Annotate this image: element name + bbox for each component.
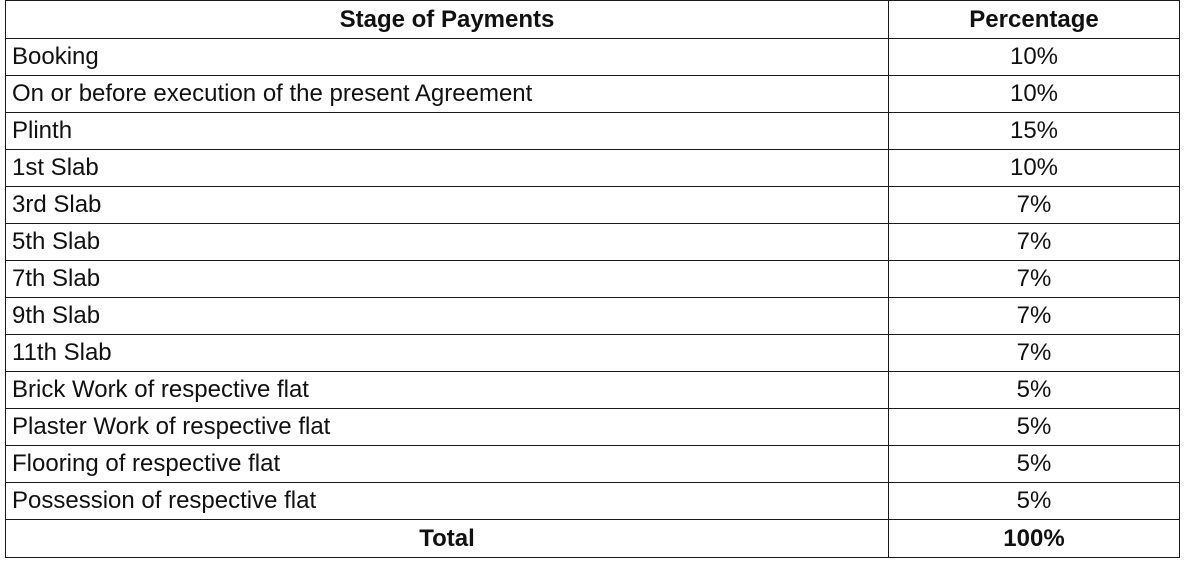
column-header-stage: Stage of Payments — [6, 1, 889, 39]
column-header-percentage: Percentage — [889, 1, 1180, 39]
percentage-cell: 10% — [889, 150, 1180, 187]
payment-schedule-sheet — [5, 0, 1179, 558]
table-row — [6, 446, 1180, 483]
stage-cell: On or before execution of the present Agreement — [6, 76, 889, 113]
table-row — [6, 483, 1180, 520]
table-row — [6, 187, 1180, 224]
percentage-cell: 5% — [889, 483, 1180, 520]
stage-cell: Brick Work of respective flat — [6, 372, 889, 409]
table-row — [6, 150, 1180, 187]
percentage-cell: 5% — [889, 409, 1180, 446]
stage-cell: 11th Slab — [6, 335, 889, 372]
stage-cell: 9th Slab — [6, 298, 889, 335]
percentage-cell: 7% — [889, 187, 1180, 224]
table-row — [6, 335, 1180, 372]
percentage-cell: 7% — [889, 224, 1180, 261]
percentage-cell: 10% — [889, 39, 1180, 76]
table-row — [6, 76, 1180, 113]
stage-cell: Plinth — [6, 113, 889, 150]
stage-cell: Flooring of respective flat — [6, 446, 889, 483]
stage-cell: Possession of respective flat — [6, 483, 889, 520]
table-row — [6, 39, 1180, 76]
table-row — [6, 372, 1180, 409]
stage-cell: 3rd Slab — [6, 187, 889, 224]
stage-cell: Booking — [6, 39, 889, 76]
table-row — [6, 113, 1180, 150]
stage-cell: 5th Slab — [6, 224, 889, 261]
table-row — [6, 224, 1180, 261]
percentage-cell: 7% — [889, 298, 1180, 335]
total-row — [6, 520, 1180, 558]
payment-schedule-table — [5, 0, 1180, 558]
percentage-cell: 7% — [889, 261, 1180, 298]
percentage-cell: 7% — [889, 335, 1180, 372]
table-row — [6, 298, 1180, 335]
total-percentage: 100% — [889, 520, 1180, 558]
percentage-cell: 10% — [889, 76, 1180, 113]
stage-cell: 1st Slab — [6, 150, 889, 187]
percentage-cell: 5% — [889, 446, 1180, 483]
stage-cell: Plaster Work of respective flat — [6, 409, 889, 446]
percentage-cell: 5% — [889, 372, 1180, 409]
table-row — [6, 409, 1180, 446]
total-label: Total — [6, 520, 889, 558]
table-header-row — [6, 1, 1180, 39]
table-row — [6, 261, 1180, 298]
percentage-cell: 15% — [889, 113, 1180, 150]
stage-cell: 7th Slab — [6, 261, 889, 298]
